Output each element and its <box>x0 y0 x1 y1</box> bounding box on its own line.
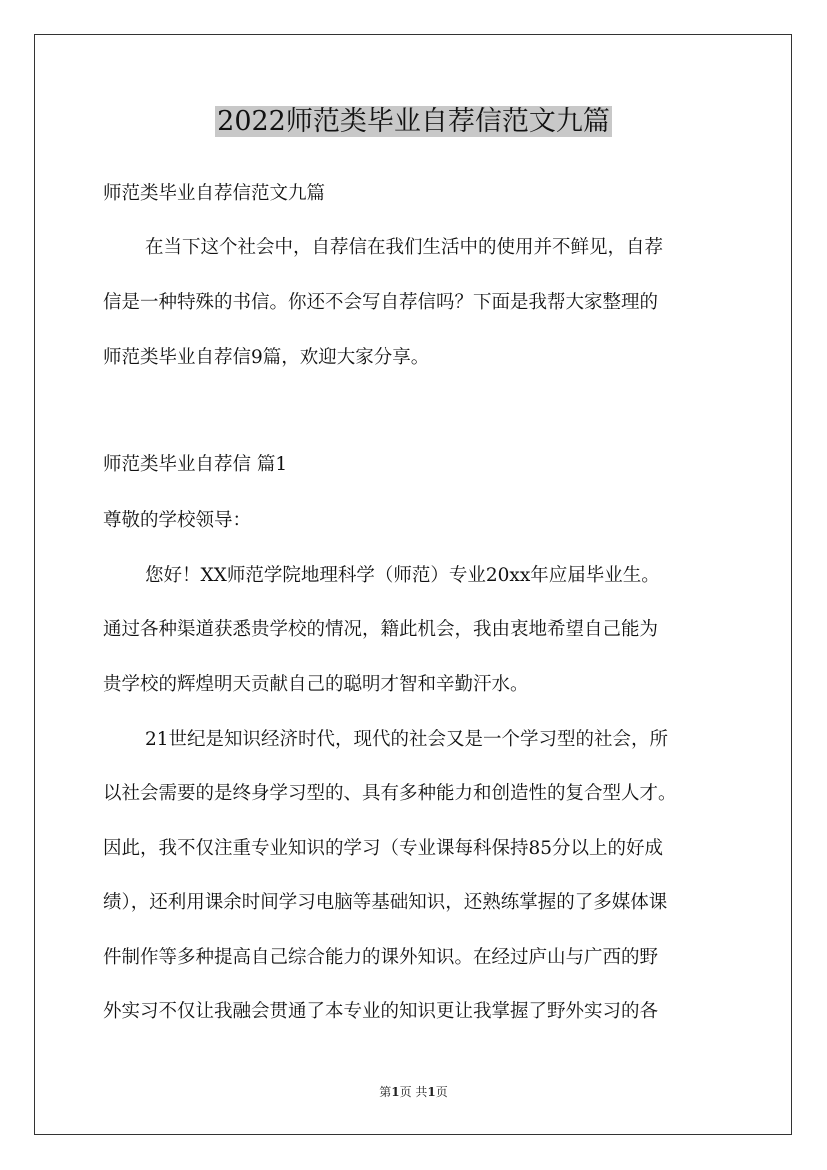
section-heading: 师范类毕业自荐信 篇1 <box>103 454 288 475</box>
paragraph-line: 外实习不仅让我融会贯通了本专业的知识更让我掌握了野外实习的各 <box>103 1001 659 1022</box>
paragraph-line: 信是一种特殊的书信。你还不会写自荐信吗？下面是我帮大家整理的 <box>103 292 659 313</box>
paragraph-line: 贵学校的辉煌明天贡献自己的聪明才智和辛勤汗水。 <box>103 674 529 695</box>
paragraph-line: 您好！XX师范学院地理科学（师范）专业20xx年应届毕业生。 <box>145 565 660 586</box>
subtitle-line: 师范类毕业自荐信范文九篇 <box>103 183 326 204</box>
footer-page-total: 1 <box>427 1085 436 1099</box>
page-footer <box>0 1083 827 1101</box>
footer-page-suffix: 页 <box>435 1085 448 1099</box>
paragraph-line: 以社会需要的是终身学习型的、具有多种能力和创造性的复合型人才。 <box>103 783 677 804</box>
document-title-text: 2022师范类毕业自荐信范文九篇 <box>217 106 610 137</box>
paragraph-line: 因此，我不仅注重专业知识的学习（专业课每科保持85分以上的好成 <box>103 838 664 859</box>
salutation: 尊敬的学校领导： <box>103 510 252 531</box>
paragraph-line: 师范类毕业自荐信9篇，欢迎大家分享。 <box>103 347 430 368</box>
footer-page-mid: 页 共 <box>399 1085 428 1099</box>
paragraph-line: 件制作等多种提高自己综合能力的课外知识。在经过庐山与广西的野 <box>103 947 659 968</box>
paragraph-line: 绩），还利用课余时间学习电脑等基础知识，还熟练掌握的了多媒体课 <box>103 892 668 913</box>
document-title <box>0 100 827 144</box>
paragraph-line: 在当下这个社会中，自荐信在我们生活中的使用并不鲜见，自荐 <box>145 237 664 258</box>
footer-page-current: 1 <box>391 1085 400 1099</box>
footer-page-prefix: 第 <box>379 1085 392 1099</box>
paragraph-line: 通过各种渠道获悉贵学校的情况，籍此机会，我由衷地希望自己能为 <box>103 619 659 640</box>
paragraph-line: 21世纪是知识经济时代，现代的社会又是一个学习型的社会，所 <box>145 729 669 750</box>
